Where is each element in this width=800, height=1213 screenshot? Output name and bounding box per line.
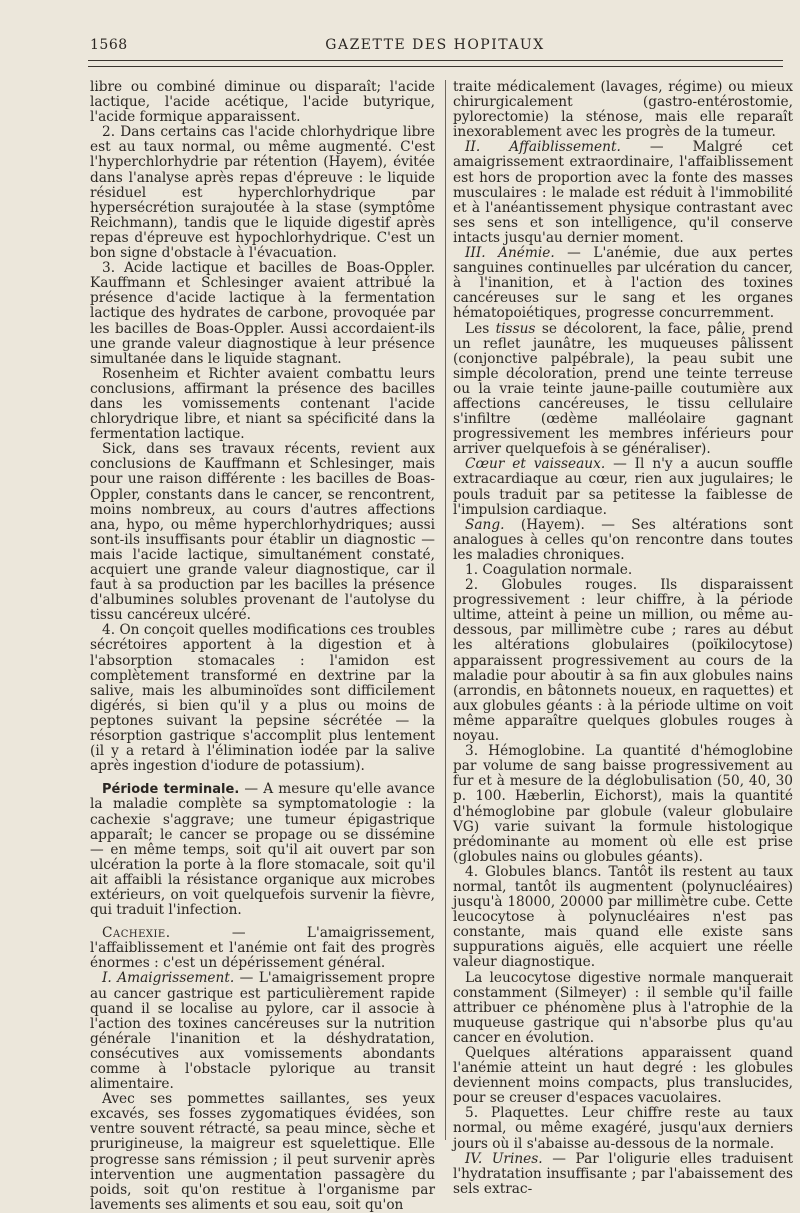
paragraph-text: — L'amaigrissement, l'affaiblissement et l'anémie ont fait des progrès énormes : c'est un dépérissement général. bbox=[90, 925, 435, 972]
section-heading: Période terminale. bbox=[102, 782, 240, 798]
paragraph bbox=[90, 782, 435, 918]
paragraph-text: se décolorent, la face, pâlie, prend un reflet jaunâtre, les muqueuses pâlissent (conjonctive palpébrale), la peau subit une simple décoloration, prend une teinte terreuse ou la vraie teinte jaune-paille coutumière aux affections cancéreuses, le tissu cellulaire s'infiltre (œdème malléolaire gagnant progressivement les membres inférieurs pour arriver quelquefois à se généraliser). bbox=[453, 320, 793, 458]
paragraph-text: — Il n'y a aucun souffle extracardiaque au cœur, rien aux jugulaires; le pouls traduit par sa petitesse la faiblesse de l'impulsion cardiaque. bbox=[453, 456, 793, 518]
paragraph-text: — L'anémie, due aux pertes sanguines continuelles par ulcération du cancer, à l'inanition, et à l'action des toxines cancéreuses sur le sang et les organes hématopoiétiques, progresse concurremment. bbox=[453, 245, 793, 322]
section-heading: I. Amaigrissement. bbox=[102, 970, 235, 987]
paragraph-text: — Malgré cet amaigrissement extraordinaire, l'affaiblissement est hors de proportion avec la fonte des masses musculaires : le malade est réduit à l'immobilité et à l'anéantissement physique contrastant avec ses sens et son intelligence, qu'il conserve intacts jusqu'au dernier moment. bbox=[453, 139, 793, 246]
section-heading: II. Affaiblissement. bbox=[465, 139, 621, 156]
section-heading: Cœur et vaisseaux. bbox=[465, 456, 606, 473]
paragraph bbox=[90, 971, 435, 1092]
paragraph: La leucocytose digestive normale manquerait constamment (Silmeyer) : il semble qu'il faille attribuer ce phénomène plus à l'atrophie de la muqueuse gastrique qui n'absorbe plus qu'au cancer en évolution. bbox=[453, 969, 793, 1046]
paragraph-text: Les bbox=[465, 320, 496, 337]
paragraph: 3. Acide lactique et bacilles de Boas-Oppler. Kauffmann et Schlesinger avaient attribué la présence d'acide lactique à la fermentation lactique des hydrates de carbone, provoquée par les bacilles de Boas-Oppler. Aussi accordaient-ils une grande valeur diagnostique à leur présence simultanée dans le liquide stagnant. bbox=[90, 260, 435, 367]
paragraph bbox=[453, 322, 793, 458]
section-heading: III. Anémie. bbox=[465, 245, 555, 262]
paragraph: 2. Dans certains cas l'acide chlorhydrique libre est au taux normal, ou même augmenté. C'est l'hyperchlorhydrie par rétention (Hayem), évitée dans l'analyse après repas d'épreuve : le liquide résiduel est hyperchlorhydrique par hypersécrétion surajoutée à la stase (symptôme Reichmann), tandis que le liquide digestif après repas d'épreuve est hypochlorhydrique. C'est un bon signe d'obstacle à l'évacuation. bbox=[90, 124, 435, 262]
page-number: 1568 bbox=[90, 37, 128, 53]
emphasis: tissus bbox=[495, 320, 536, 337]
paragraph-text: — A mesure qu'elle avance la maladie complète sa symptomatologie : la cachexie s'aggrave; une tumeur épigastrique apparaît; le cancer se propage ou se dissémine — en même temps, soit qu'il ait ouvert par son ulcération la porte à la flore stomacale, soit qu'il ait affaibli la résistance organique aux microbes extérieurs, on voit quelquefois survenir la fièvre, qui traduit l'infection. bbox=[90, 781, 435, 919]
paragraph bbox=[453, 518, 793, 563]
section-heading: Sang. bbox=[465, 516, 505, 533]
paragraph: Quelques altérations apparaissent quand l'anémie atteint un haut degré : les globules deviennent moins compacts, plus translucides, pour se creuser d'espaces vacuolaires. bbox=[453, 1045, 793, 1107]
paragraph-text: — Par l'oligurie elles traduisent l'hydratation insuffisante ; par l'abaissement des sels extrac- bbox=[453, 1150, 793, 1197]
journal-title: GAZETTE DES HOPITAUX bbox=[325, 37, 545, 53]
column-divider bbox=[445, 80, 446, 1140]
list-item: 1. Coagulation normale. bbox=[465, 562, 633, 578]
left-column bbox=[90, 80, 435, 1213]
paragraph bbox=[90, 926, 435, 971]
paragraph: Rosenheim et Richter avaient combattu leurs conclusions, affirmant la présence des bacilles dans les vomissements contenant l'acide chlorydrique libre, et niant sa spécificité dans la fermentation lactique. bbox=[90, 365, 435, 443]
paragraph: Avec ses pommettes saillantes, ses yeux excavés, ses fosses zygomatiques évidées, son ventre souvent rétracté, sa peau mince, sèche et prurigineuse, la maigreur est squelettique. Elle progresse sans rémission ; il peut survenir après intervention une augmentation passagère du poids, soit qu'on restitue à l'organisme par lavements ses aliments et sou eau, soit qu'on bbox=[90, 1091, 435, 1213]
paragraph: Sick, dans ses travaux récents, revient aux conclusions de Kauffmann et Schlesinger, mais pour une raison différente : les bacilles de Boas-Oppler, constants dans le cancer, se rencontrent, moins nombreux, au cours d'autres affections ana, hypo, ou même hyperchlorhydriques; aussi sont-ils insuffisants pour établir un diagnostic — mais l'acide lactique, simultanément constaté, acquiert une grande valeur diagnostique, car il faut à sa production par les bacilles la présence d'albumines solubles provenant de l'autolyse du tissu cancéreux ulcéré. bbox=[90, 441, 435, 624]
paragraph bbox=[453, 1152, 793, 1197]
paragraph-text: (Hayem). — Ses altérations sont analogues à celles qu'on rencontre dans toutes les maladies chroniques. bbox=[453, 516, 793, 563]
page-header bbox=[90, 33, 780, 57]
paragraph: traite médicalement (lavages, régime) ou mieux chirurgicalement (gastro-entérostomie, pylorectomie) la sténose, mais elle reparaît inexorablement avec les progrès de la tumeur. bbox=[453, 79, 793, 141]
list-item: 4. Globules blancs. Tantôt ils restent au taux normal, tantôt ils augmentent (polynucléaires) jusqu'à 18000, 20000 par millimètre cube. Cette leucocytose à polynucléaires n'est pas constante, mais quand elle existe sans suppurations aiguës, elle acquiert une réelle valeur diagnostique. bbox=[453, 863, 793, 971]
paragraph bbox=[453, 140, 793, 246]
list-item: 3. Hémoglobine. La quantité d'hémoglobine par volume de sang baisse progressivement au fur et à mesure de la déglobulisation (50, 40, 30 p. 100. Hæberlin, Eichorst), mais la quantité d'hémoglobine par globule (valeur globulaire VG) varie suivant la formule histologique prédominante au moment où elle est prise (globules nains ou globules géants). bbox=[453, 743, 793, 865]
paragraph: 4. On conçoit quelles modifications ces troubles sécrétoires apportent à la digestion et à l'absorption stomacales : l'amidon est complètement transformé en dextrine par la salive, mais les albuminoïdes sont difficilement digérés, si bien qu'il y a plus ou moins de peptones suivant la pepsine sécrétée — la résorption gastrique s'accomplit plus lentement (il y a retard à l'élimination iodée par la salive après ingestion d'iodure de potassium). bbox=[90, 622, 435, 775]
paragraph bbox=[453, 457, 793, 517]
header-rule-double bbox=[88, 66, 783, 67]
list-item: 5. Plaquettes. Leur chiffre reste au taux normal, ou même exagéré, jusqu'aux derniers jours où il s'abaisse au-dessous de la normale. bbox=[453, 1105, 793, 1152]
paragraph bbox=[453, 246, 793, 321]
section-heading: Cachexie. bbox=[102, 925, 171, 942]
paragraph: libre ou combiné diminue ou disparaît; l'acide lactique, l'acide acétique, l'acide butyrique, l'acide formique apparaissent. bbox=[90, 79, 435, 126]
section-heading: IV. Urines. bbox=[465, 1150, 543, 1167]
header-rule bbox=[88, 60, 783, 61]
paragraph-text: — L'amaigrissement propre au cancer gastrique est particulièrement rapide quand il se localise au pylore, car il associe à l'action des toxines cancéreuses sur la nutrition générale l'inanition et la déshydratation, consécutives aux vomissements abondants comme à l'obstacle pylorique au transit alimentaire. bbox=[90, 970, 435, 1093]
list-item: 2. Globules rouges. Ils disparaissent progressivement : leur chiffre, à la période ultime, atteint à peine un million, ou même au-dessous, par millimètre cube ; rares au début les altérations globulaires (poïkilocytose) apparaissent progressivement au cours de la maladie pour aboutir à sa fin aux globules nains (arrondis, en bâtonnets noueux, en raquettes) et aux globules géants : à la période ultime on voit même apparaître quelques globules rouges à noyau. bbox=[453, 577, 793, 745]
right-column bbox=[453, 80, 793, 1197]
